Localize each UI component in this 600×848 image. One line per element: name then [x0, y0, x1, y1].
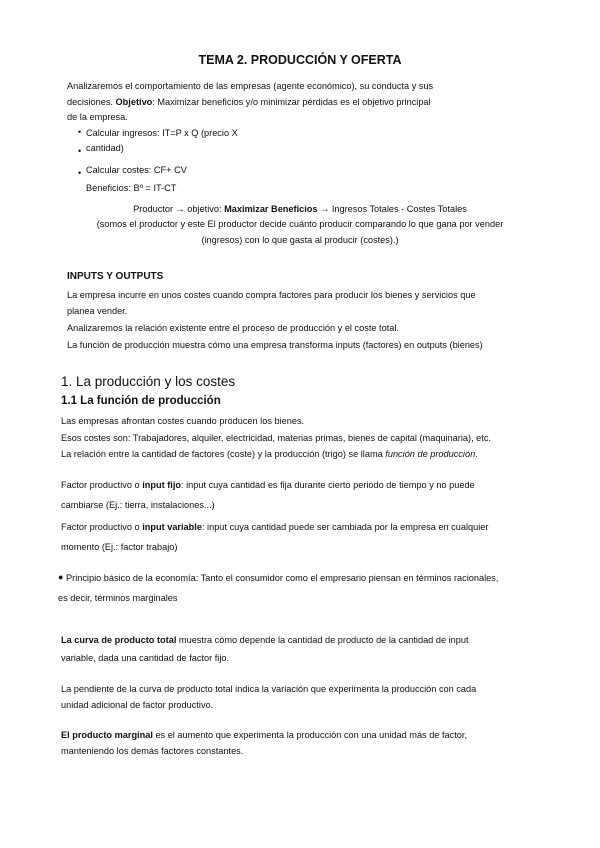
- bullet-dot-icon: ●: [58, 572, 64, 582]
- bullet-dot-icon: •: [78, 168, 82, 178]
- inputs-p3: La función de producción muestra cómo una empresa transforma inputs (factores) en outputs (bienes): [67, 340, 483, 350]
- inputs-p2: Analizaremos la relación existente entre el proceso de producción y el coste total.: [67, 323, 399, 333]
- s1-line-1: Las empresas afrontan costes cuando producen los bienes.: [61, 416, 305, 426]
- input-fijo-line-2: cambiarse (Ej.: tierra, instalaciones...): [61, 500, 215, 510]
- bullet-ingresos-cont: cantidad): [86, 143, 124, 153]
- inputs-p1-l1: La empresa incurre en unos costes cuando compra factores para producir los bienes y servicios que: [67, 290, 476, 300]
- inputs-heading: INPUTS Y OUTPUTS: [67, 271, 164, 282]
- section-heading: 1. La producción y los costes: [61, 374, 236, 389]
- page-title: TEMA 2. PRODUCCIÓN Y OFERTA: [198, 53, 402, 67]
- intro-line-2: decisiones. Objetivo: Maximizar beneficios y/o minimizar pérdidas es el objetivo principal: [67, 97, 431, 107]
- pendiente-line-1: La pendiente de la curva de producto total indica la variación que experimenta la producción con cada: [61, 684, 477, 694]
- input-variable-line: Factor productivo o input variable: input cuya cantidad puede ser cambiada por la empresa en cualquier: [61, 522, 489, 532]
- productor-line-2: (somos el productor y este El productor decide cuánto producir comparando lo que gana por vender: [96, 219, 504, 229]
- curva-line-2: variable, dada una cantidad de factor fijo.: [61, 653, 230, 663]
- principio-line-1: Principio básico de la economía: Tanto el consumidor como el empresario piensan en términos racionales,: [66, 573, 499, 583]
- bullet-ingresos: Calcular ingresos: IT=P x Q (precio X: [86, 128, 238, 138]
- curva-line-1: La curva de producto total muestra cómo depende la cantidad de producto de la cantidad de input: [61, 635, 469, 645]
- subsection-heading: 1.1 La función de producción: [61, 395, 221, 407]
- s1-line-2: Esos costes son: Trabajadores, alquiler, electricidad, materias primas, bienes de capital (maquinaria), etc.: [61, 433, 491, 443]
- inputs-p1-l2: planea vender.: [67, 306, 128, 316]
- bullet-beneficios: Beneficios: Bº = IT-CT: [86, 183, 177, 193]
- bullet-dot-icon: •: [78, 127, 82, 137]
- input-fijo-line: Factor productivo o input fijo: input cuya cantidad es fija durante cierto periodo de tiempo y no puede: [61, 480, 475, 490]
- principio-line-2: es decir, términos marginales: [58, 593, 178, 603]
- bullet-dot-icon: •: [78, 146, 82, 156]
- marginal-line-1: El producto marginal es el aumento que experimenta la producción con una unidad más de factor,: [61, 730, 467, 740]
- intro-line-3: de la empresa.: [67, 112, 128, 122]
- productor-line-3: (ingresos) con lo que gasta al producir (costes).): [201, 235, 399, 245]
- bullet-costes: Calcular costes: CF+ CV: [86, 165, 187, 175]
- intro-line-1: Analizaremos el comportamiento de las empresas (agente económico), su conducta y sus: [67, 81, 434, 91]
- pendiente-line-2: unidad adicional de factor productivo.: [61, 700, 214, 710]
- productor-line: Productor → objetivo: Maximizar Beneficios → Ingresos Totales - Costes Totales: [133, 204, 467, 214]
- objetivo-label: Objetivo: [115, 97, 153, 107]
- marginal-line-2: manteniendo los demás factores constantes.: [61, 746, 244, 756]
- input-variable-line-2: momento (Ej.: factor trabajo): [61, 542, 178, 552]
- s1-line-3: La relación entre la cantidad de factores (coste) y la producción (trigo) se llama función de producción.: [61, 449, 478, 459]
